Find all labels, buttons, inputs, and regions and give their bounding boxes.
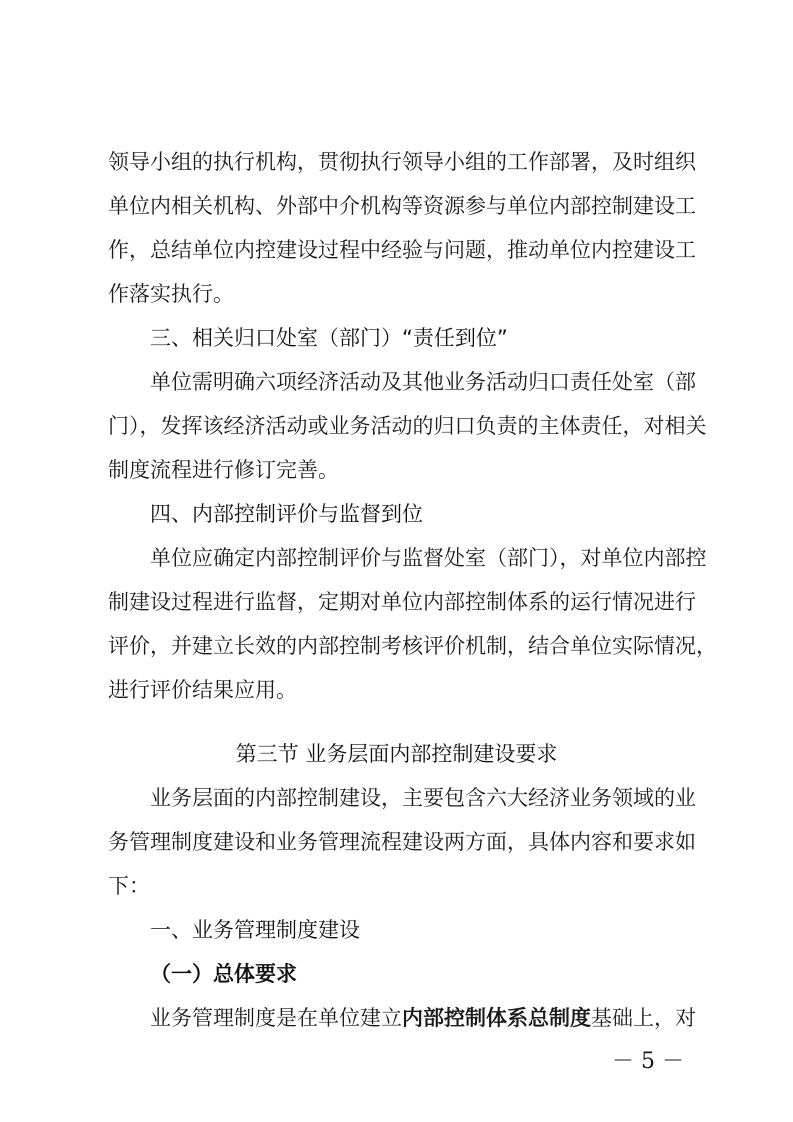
paragraph1-line1: 领导小组的执行机构，贯彻执行领导小组的工作部署，及时组织 xyxy=(108,150,696,174)
paragraph1-line3: 作，总结单位内控建设过程中经验与问题，推动单位内控建设工 xyxy=(108,238,696,262)
paragraph5-bold-term: 内部控制体系总制度 xyxy=(402,1006,591,1030)
heading-section-4: 四、内部控制评价与监督到位 xyxy=(150,502,423,526)
paragraph4-line1: 业务层面的内部控制建设，主要包含六大经济业务领域的业 xyxy=(150,786,696,810)
paragraph5-prefix: 业务管理制度是在单位建立 xyxy=(150,1006,402,1030)
heading-subsection-1-1: （一）总体要求 xyxy=(150,962,297,986)
heading-subsection-1: 一、业务管理制度建设 xyxy=(150,918,360,942)
section-title: 第三节 业务层面内部控制建设要求 xyxy=(235,742,558,766)
paragraph3-line2: 制建设过程进行监督，定期对单位内部控制体系的运行情况进行 xyxy=(108,590,696,614)
paragraph3-line3: 评价，并建立长效的内部控制考核评价机制，结合单位实际情况， xyxy=(108,634,717,658)
paragraph1-line4: 作落实执行。 xyxy=(108,282,234,306)
paragraph3-line1: 单位应确定内部控制评价与监督处室（部门），对单位内部控 xyxy=(150,546,707,570)
heading-section-3: 三、相关归口处室（部门）“责任到位” xyxy=(150,326,508,350)
paragraph5-suffix: 基础上，对 xyxy=(591,1006,696,1030)
page-number: － 5 － xyxy=(612,1049,684,1074)
paragraph4-line2: 务管理制度建设和业务管理流程建设两方面，具体内容和要求如 xyxy=(108,830,696,854)
paragraph3-line4: 进行评价结果应用。 xyxy=(108,678,297,702)
paragraph1-line2: 单位内相关机构、外部中介机构等资源参与单位内部控制建设工 xyxy=(108,194,696,218)
paragraph2-line2: 门），发挥该经济活动或业务活动的归口负责的主体责任，对相关 xyxy=(108,414,707,438)
paragraph2-line3: 制度流程进行修订完善。 xyxy=(108,458,339,482)
paragraph5-line1 xyxy=(150,1006,696,1030)
paragraph4-line3: 下： xyxy=(108,874,150,898)
paragraph2-line1: 单位需明确六项经济活动及其他业务活动归口责任处室（部 xyxy=(150,370,696,394)
